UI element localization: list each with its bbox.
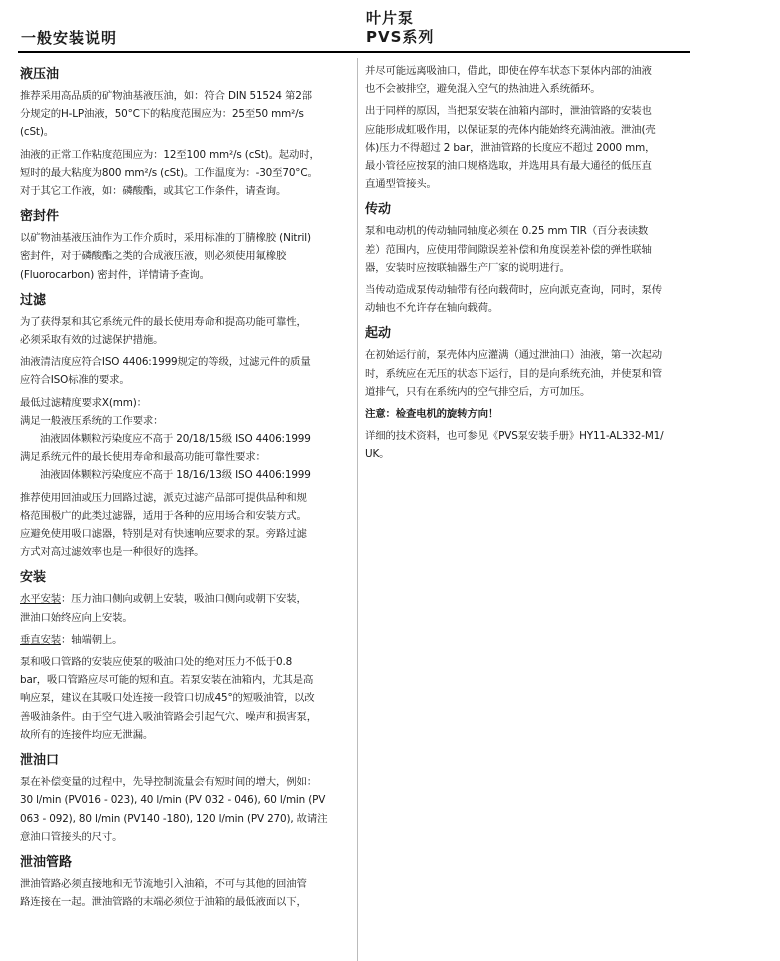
drain-port-paragraph: 泵在补偿变量的过程中，先导控制流量会有短时间的增大，例如： 30 l/min (PV016 - 023), 40 l/min (PV 032 - 046), 60 l/min (PV 063 - 092), 80 l/min (PV140 -180), 120 l/min (PV 270), 故请注 意油口管接头的尺寸。 bbox=[20, 776, 328, 843]
drive-paragraph-2: 当传动造成泵传动轴带有径向载荷时，应向派克查询，同时，泵传 动轴也不允许存在轴向载荷。 bbox=[365, 284, 662, 315]
heading-seals: 密封件 bbox=[20, 209, 60, 225]
heading-startup: 起动 bbox=[365, 326, 392, 342]
product-title bbox=[366, 9, 434, 47]
drain-line-paragraph: 泄油管路必须直接地和无节流地引入油箱，不可与其他的回油管 路连接在一起。泄油管路的末端必须位于油箱的最低液面以下， bbox=[20, 877, 307, 909]
reference-paragraph: 详细的技术资料，也可参见《PVS泵安装手册》HY11-AL332-M1/ UK。 bbox=[365, 430, 664, 461]
filter-paragraph-1: 为了获得泵和其它系统元件的最长使用寿命和提高功能可靠性， 必须采取有效的过滤保护措施。 bbox=[20, 315, 307, 347]
drive-paragraph-1: 泵和电动机的传动轴同轴度必须在 0.25 mm TIR（百分表读数 差）范围内，应使用带间隙误差补偿和角度误差补偿的弹性联轴 器，安装时应按联轴器生产厂家的说明进行。 bbox=[365, 225, 652, 274]
install-horizontal: 水平安装：压力油口侧向或朝上安装，吸油口侧向或朝下安装， 泄油口始终应向上安装。 bbox=[20, 593, 307, 624]
column-divider bbox=[357, 58, 358, 961]
filter-requirements: 最低过滤精度要求X(mm)： 满足一般液压系统的工作要求： 油液固体颗粒污染度应不高于 20/18/15级 ISO 4406:1999 满足系统元件的最长使用寿命和最高功能可靠性要求： 油液固体颗粒污染度应不高于 18/16/13级 ISO 4406:1999 bbox=[20, 396, 311, 482]
section-title: 一般安装说明 bbox=[21, 29, 118, 47]
product-title-line1: 叶片泵 bbox=[366, 9, 415, 27]
heading-filtration: 过滤 bbox=[20, 292, 47, 308]
rotation-note: 注意：检查电机的旋转方向！ bbox=[365, 408, 499, 421]
drain-line-continued-2: 出于同样的原因，当把泵安装在油箱内部时，泄油管路的安装也 应能形成虹吸作用，以保证泵的壳体内能始终充满油液。泄油(壳 体)压力不得超过 2 bar，泄油管路的长度应不超过 2000 mm， 最小管径应按泵的油口规格选取，并选用具有最大通径的低压直 直通型管接头。 bbox=[365, 105, 656, 191]
heading-drain-port: 泄油口 bbox=[20, 753, 60, 769]
install-vertical: 垂直安装：轴端朝上。 bbox=[20, 633, 123, 646]
heading-installation: 安装 bbox=[20, 570, 47, 586]
filter-paragraph-2: 油液清洁度应符合ISO 4406:1999规定的等级，过滤元件的质量 应符合ISO标准的要求。 bbox=[20, 356, 311, 387]
heading-drain-line: 泄油管路 bbox=[20, 854, 73, 870]
drain-line-continued-1: 并尽可能远离吸油口，借此，即使在停车状态下泵体内部的油液 也不会被排空，避免混入空气的热油进入系统循环。 bbox=[365, 65, 652, 96]
seals-paragraph: 以矿物油基液压油作为工作介质时，采用标准的丁腈橡胶 (Nitril) 密封件，对于磷酸酯之类的合成液压液，则必须使用氟橡胶 (Fluorocarbon) 密封件，详情请予查询。 bbox=[20, 232, 311, 281]
heading-hydraulic-oil: 液压油 bbox=[20, 67, 60, 82]
left-column bbox=[20, 62, 350, 911]
install-paragraph: 泵和吸口管路的安装应使泵的吸油口处的绝对压力不低于0.8 bar，吸口管路应尽可能的短和直。若泵安装在油箱内，尤其是高 响应泵，建议在其吸口处连接一段管口切成45°的短吸油管，以改 善吸油条件。由于空气进入吸油管路会引起气穴、噪声和损害泵， 故所有的连接件均应无泄漏。 bbox=[20, 656, 317, 741]
startup-paragraph: 在初始运行前，泵壳体内应灌满（通过泄油口）油液，第一次起动 时，系统应在无压的状态下运行，目的是向系统充油，并使泵和管 道排气，只有在系统内的空气排空后，方可加压。 bbox=[365, 349, 662, 398]
right-column bbox=[365, 62, 691, 464]
header-rule bbox=[18, 51, 690, 53]
heading-drive: 传动 bbox=[365, 202, 392, 218]
oil-paragraph-2: 油液的正常工作粘度范围应为：12至100 mm²/s (cSt)。起动时， 短时的最大粘度为800 mm²/s (cSt)。工作温度为：-30至70°C。 对于其它工作液，如：磷酸酯，或其它工作条件，请查询。 bbox=[20, 148, 320, 198]
filter-paragraph-recommend: 推荐使用回油或压力回路过滤，派克过滤产品部可提供品种和规 格范围极广的此类过滤器，适用于各种的应用场合和安装方式。 应避免使用吸口滤器，特别是对有快速响应要求的泵。旁路过滤 方式对高过滤效率也是一种很好的选择。 bbox=[20, 491, 307, 559]
oil-paragraph-1: 推荐采用高品质的矿物油基液压油，如：符合 DIN 51524 第2部 分规定的H-LP油液，50°C下的粘度范围应为：25至50 mm²/s (cSt)。 bbox=[20, 90, 312, 139]
product-title-line2: PVS系列 bbox=[366, 28, 435, 46]
